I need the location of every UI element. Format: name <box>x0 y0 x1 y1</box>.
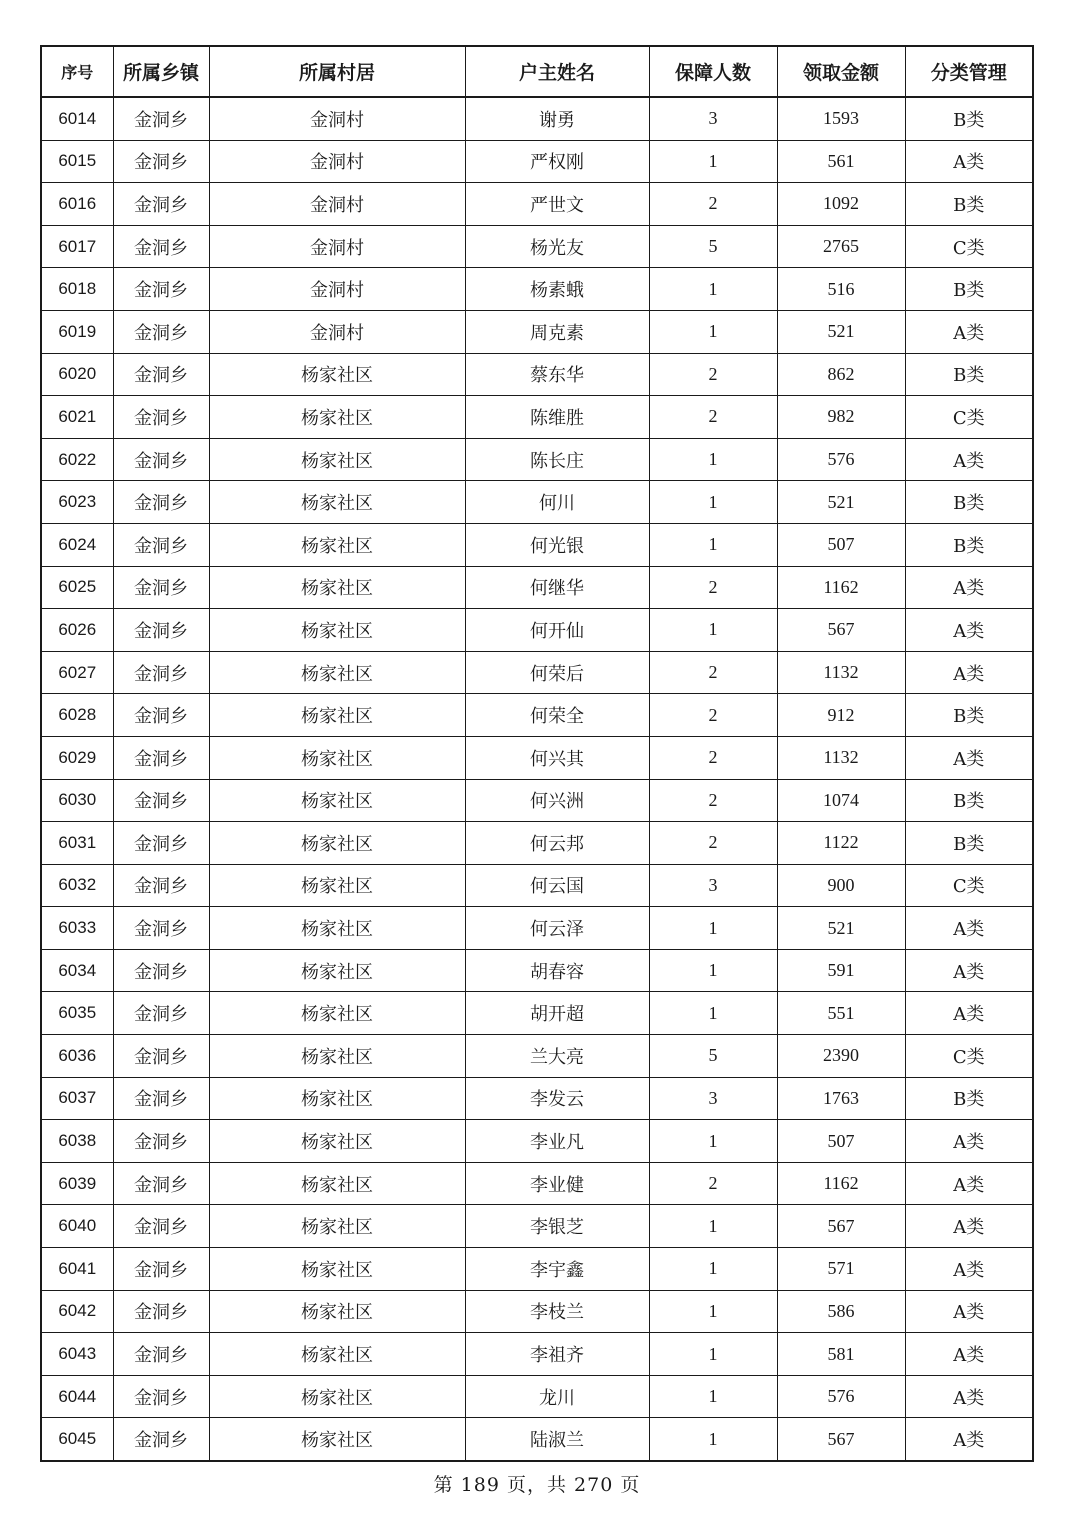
cell-covered-persons: 3 <box>649 1077 777 1120</box>
cell-serial-number: 6014 <box>41 97 113 140</box>
cell-householder-name: 何继华 <box>465 566 649 609</box>
cell-amount-received: 521 <box>777 481 905 524</box>
cell-amount-received: 567 <box>777 1205 905 1248</box>
table-row <box>41 822 1033 865</box>
cell-amount-received: 2765 <box>777 225 905 268</box>
cell-township: 金洞乡 <box>113 1205 209 1248</box>
table-row <box>41 864 1033 907</box>
cell-village: 金洞村 <box>209 225 465 268</box>
header-township: 所属乡镇 <box>113 46 209 97</box>
cell-township: 金洞乡 <box>113 310 209 353</box>
cell-householder-name: 李祖齐 <box>465 1333 649 1376</box>
cell-covered-persons: 2 <box>649 353 777 396</box>
table-row <box>41 694 1033 737</box>
cell-township: 金洞乡 <box>113 523 209 566</box>
cell-amount-received: 1593 <box>777 97 905 140</box>
cell-serial-number: 6031 <box>41 822 113 865</box>
cell-village: 金洞村 <box>209 97 465 140</box>
cell-serial-number: 6038 <box>41 1120 113 1163</box>
cell-township: 金洞乡 <box>113 183 209 226</box>
table-row <box>41 949 1033 992</box>
cell-amount-received: 1074 <box>777 779 905 822</box>
cell-classification: B类 <box>905 268 1033 311</box>
cell-householder-name: 何荣全 <box>465 694 649 737</box>
cell-village: 杨家社区 <box>209 1035 465 1078</box>
cell-serial-number: 6036 <box>41 1035 113 1078</box>
cell-amount-received: 1132 <box>777 651 905 694</box>
cell-covered-persons: 3 <box>649 97 777 140</box>
cell-township: 金洞乡 <box>113 225 209 268</box>
cell-amount-received: 576 <box>777 1375 905 1418</box>
cell-classification: B类 <box>905 183 1033 226</box>
cell-covered-persons: 1 <box>649 523 777 566</box>
table-row <box>41 907 1033 950</box>
cell-township: 金洞乡 <box>113 438 209 481</box>
cell-township: 金洞乡 <box>113 268 209 311</box>
cell-classification: A类 <box>905 1162 1033 1205</box>
cell-serial-number: 6024 <box>41 523 113 566</box>
cell-serial-number: 6023 <box>41 481 113 524</box>
table-row <box>41 1248 1033 1291</box>
cell-covered-persons: 2 <box>649 736 777 779</box>
cell-covered-persons: 2 <box>649 822 777 865</box>
cell-village: 杨家社区 <box>209 1248 465 1291</box>
cell-serial-number: 6035 <box>41 992 113 1035</box>
table-row <box>41 1077 1033 1120</box>
cell-covered-persons: 1 <box>649 1418 777 1461</box>
cell-township: 金洞乡 <box>113 609 209 652</box>
cell-township: 金洞乡 <box>113 353 209 396</box>
table-row <box>41 268 1033 311</box>
cell-amount-received: 912 <box>777 694 905 737</box>
cell-serial-number: 6022 <box>41 438 113 481</box>
cell-covered-persons: 1 <box>649 949 777 992</box>
table-header-row <box>41 46 1033 97</box>
cell-amount-received: 507 <box>777 1120 905 1163</box>
cell-covered-persons: 1 <box>649 1333 777 1376</box>
cell-township: 金洞乡 <box>113 396 209 439</box>
cell-amount-received: 982 <box>777 396 905 439</box>
cell-classification: A类 <box>905 1248 1033 1291</box>
cell-classification: C类 <box>905 396 1033 439</box>
cell-village: 杨家社区 <box>209 651 465 694</box>
cell-township: 金洞乡 <box>113 1290 209 1333</box>
cell-covered-persons: 2 <box>649 566 777 609</box>
cell-classification: B类 <box>905 822 1033 865</box>
cell-householder-name: 陆淑兰 <box>465 1418 649 1461</box>
table-body <box>41 97 1033 1461</box>
relief-roster-table <box>40 45 1034 1462</box>
cell-classification: A类 <box>905 438 1033 481</box>
cell-classification: A类 <box>905 1120 1033 1163</box>
cell-covered-persons: 1 <box>649 438 777 481</box>
table-row <box>41 566 1033 609</box>
cell-township: 金洞乡 <box>113 736 209 779</box>
cell-village: 杨家社区 <box>209 523 465 566</box>
cell-serial-number: 6026 <box>41 609 113 652</box>
cell-covered-persons: 1 <box>649 609 777 652</box>
cell-classification: B类 <box>905 523 1033 566</box>
cell-township: 金洞乡 <box>113 140 209 183</box>
cell-householder-name: 何云国 <box>465 864 649 907</box>
cell-serial-number: 6019 <box>41 310 113 353</box>
cell-township: 金洞乡 <box>113 864 209 907</box>
cell-covered-persons: 2 <box>649 651 777 694</box>
cell-amount-received: 1122 <box>777 822 905 865</box>
cell-classification: C类 <box>905 864 1033 907</box>
cell-classification: A类 <box>905 566 1033 609</box>
cell-village: 金洞村 <box>209 183 465 226</box>
table-row <box>41 1035 1033 1078</box>
cell-serial-number: 6034 <box>41 949 113 992</box>
cell-village: 杨家社区 <box>209 1205 465 1248</box>
table-row <box>41 481 1033 524</box>
cell-amount-received: 900 <box>777 864 905 907</box>
cell-householder-name: 李发云 <box>465 1077 649 1120</box>
cell-householder-name: 何荣后 <box>465 651 649 694</box>
table-row <box>41 310 1033 353</box>
cell-householder-name: 蔡东华 <box>465 353 649 396</box>
cell-classification: B类 <box>905 779 1033 822</box>
cell-village: 杨家社区 <box>209 438 465 481</box>
cell-householder-name: 李业凡 <box>465 1120 649 1163</box>
cell-householder-name: 何开仙 <box>465 609 649 652</box>
table-row <box>41 736 1033 779</box>
cell-classification: A类 <box>905 651 1033 694</box>
cell-covered-persons: 1 <box>649 1120 777 1163</box>
cell-householder-name: 何云邦 <box>465 822 649 865</box>
cell-village: 杨家社区 <box>209 396 465 439</box>
cell-householder-name: 陈长庄 <box>465 438 649 481</box>
cell-amount-received: 567 <box>777 1418 905 1461</box>
cell-township: 金洞乡 <box>113 1375 209 1418</box>
cell-covered-persons: 1 <box>649 1375 777 1418</box>
cell-township: 金洞乡 <box>113 1077 209 1120</box>
cell-township: 金洞乡 <box>113 1418 209 1461</box>
cell-village: 杨家社区 <box>209 1375 465 1418</box>
cell-village: 杨家社区 <box>209 353 465 396</box>
cell-householder-name: 杨素蛾 <box>465 268 649 311</box>
cell-householder-name: 何兴洲 <box>465 779 649 822</box>
cell-classification: B类 <box>905 1077 1033 1120</box>
cell-village: 杨家社区 <box>209 609 465 652</box>
table-row <box>41 1375 1033 1418</box>
cell-village: 杨家社区 <box>209 566 465 609</box>
cell-serial-number: 6029 <box>41 736 113 779</box>
cell-village: 杨家社区 <box>209 1333 465 1376</box>
cell-village: 杨家社区 <box>209 1290 465 1333</box>
table-row <box>41 438 1033 481</box>
table-row <box>41 651 1033 694</box>
cell-serial-number: 6032 <box>41 864 113 907</box>
cell-amount-received: 1132 <box>777 736 905 779</box>
cell-amount-received: 581 <box>777 1333 905 1376</box>
cell-covered-persons: 1 <box>649 481 777 524</box>
table-row <box>41 1120 1033 1163</box>
cell-classification: B类 <box>905 481 1033 524</box>
cell-covered-persons: 2 <box>649 183 777 226</box>
cell-township: 金洞乡 <box>113 566 209 609</box>
cell-householder-name: 胡春容 <box>465 949 649 992</box>
cell-serial-number: 6021 <box>41 396 113 439</box>
cell-classification: A类 <box>905 1418 1033 1461</box>
cell-serial-number: 6040 <box>41 1205 113 1248</box>
cell-village: 杨家社区 <box>209 694 465 737</box>
cell-householder-name: 陈维胜 <box>465 396 649 439</box>
cell-serial-number: 6020 <box>41 353 113 396</box>
cell-village: 金洞村 <box>209 140 465 183</box>
cell-classification: B类 <box>905 97 1033 140</box>
cell-amount-received: 586 <box>777 1290 905 1333</box>
cell-village: 杨家社区 <box>209 949 465 992</box>
cell-village: 金洞村 <box>209 310 465 353</box>
cell-householder-name: 李宇鑫 <box>465 1248 649 1291</box>
table-row <box>41 97 1033 140</box>
cell-householder-name: 兰大亮 <box>465 1035 649 1078</box>
table-row <box>41 225 1033 268</box>
table-row <box>41 1162 1033 1205</box>
cell-classification: A类 <box>905 736 1033 779</box>
cell-classification: A类 <box>905 1205 1033 1248</box>
cell-village: 杨家社区 <box>209 779 465 822</box>
cell-amount-received: 521 <box>777 310 905 353</box>
cell-amount-received: 862 <box>777 353 905 396</box>
cell-householder-name: 严权刚 <box>465 140 649 183</box>
cell-township: 金洞乡 <box>113 651 209 694</box>
cell-covered-persons: 2 <box>649 396 777 439</box>
cell-amount-received: 561 <box>777 140 905 183</box>
cell-serial-number: 6015 <box>41 140 113 183</box>
cell-village: 杨家社区 <box>209 992 465 1035</box>
header-serial-number: 序号 <box>41 46 113 97</box>
cell-amount-received: 567 <box>777 609 905 652</box>
cell-amount-received: 591 <box>777 949 905 992</box>
cell-serial-number: 6043 <box>41 1333 113 1376</box>
cell-amount-received: 576 <box>777 438 905 481</box>
cell-classification: B类 <box>905 353 1033 396</box>
cell-covered-persons: 5 <box>649 1035 777 1078</box>
cell-householder-name: 严世文 <box>465 183 649 226</box>
cell-amount-received: 507 <box>777 523 905 566</box>
cell-householder-name: 何川 <box>465 481 649 524</box>
cell-amount-received: 516 <box>777 268 905 311</box>
cell-serial-number: 6041 <box>41 1248 113 1291</box>
cell-covered-persons: 1 <box>649 1290 777 1333</box>
cell-covered-persons: 1 <box>649 992 777 1035</box>
cell-village: 杨家社区 <box>209 864 465 907</box>
cell-classification: A类 <box>905 949 1033 992</box>
header-amount-received: 领取金额 <box>777 46 905 97</box>
cell-serial-number: 6017 <box>41 225 113 268</box>
cell-serial-number: 6016 <box>41 183 113 226</box>
header-covered-persons: 保障人数 <box>649 46 777 97</box>
cell-covered-persons: 2 <box>649 1162 777 1205</box>
cell-serial-number: 6042 <box>41 1290 113 1333</box>
cell-classification: A类 <box>905 310 1033 353</box>
cell-amount-received: 521 <box>777 907 905 950</box>
cell-township: 金洞乡 <box>113 1333 209 1376</box>
cell-covered-persons: 1 <box>649 1205 777 1248</box>
cell-householder-name: 谢勇 <box>465 97 649 140</box>
cell-serial-number: 6030 <box>41 779 113 822</box>
table-row <box>41 992 1033 1035</box>
cell-classification: C类 <box>905 225 1033 268</box>
table-row <box>41 1418 1033 1461</box>
cell-classification: A类 <box>905 992 1033 1035</box>
cell-covered-persons: 1 <box>649 310 777 353</box>
cell-classification: A类 <box>905 1333 1033 1376</box>
cell-township: 金洞乡 <box>113 992 209 1035</box>
cell-township: 金洞乡 <box>113 481 209 524</box>
cell-householder-name: 周克素 <box>465 310 649 353</box>
cell-serial-number: 6045 <box>41 1418 113 1461</box>
cell-village: 杨家社区 <box>209 822 465 865</box>
cell-village: 杨家社区 <box>209 1162 465 1205</box>
cell-householder-name: 胡开超 <box>465 992 649 1035</box>
header-householder-name: 户主姓名 <box>465 46 649 97</box>
cell-village: 杨家社区 <box>209 907 465 950</box>
cell-householder-name: 杨光友 <box>465 225 649 268</box>
cell-village: 杨家社区 <box>209 1077 465 1120</box>
cell-village: 杨家社区 <box>209 736 465 779</box>
cell-serial-number: 6037 <box>41 1077 113 1120</box>
cell-township: 金洞乡 <box>113 97 209 140</box>
cell-township: 金洞乡 <box>113 779 209 822</box>
cell-classification: A类 <box>905 140 1033 183</box>
page-number-footer: 第 189 页，共 270 页 <box>433 1474 641 1496</box>
cell-classification: A类 <box>905 1375 1033 1418</box>
cell-township: 金洞乡 <box>113 822 209 865</box>
cell-covered-persons: 1 <box>649 907 777 950</box>
table-row <box>41 779 1033 822</box>
table-row <box>41 396 1033 439</box>
cell-township: 金洞乡 <box>113 1248 209 1291</box>
cell-serial-number: 6033 <box>41 907 113 950</box>
table-row <box>41 1333 1033 1376</box>
table-row <box>41 140 1033 183</box>
cell-covered-persons: 2 <box>649 694 777 737</box>
cell-classification: B类 <box>905 694 1033 737</box>
cell-serial-number: 6027 <box>41 651 113 694</box>
cell-serial-number: 6039 <box>41 1162 113 1205</box>
cell-township: 金洞乡 <box>113 949 209 992</box>
cell-classification: C类 <box>905 1035 1033 1078</box>
cell-amount-received: 2390 <box>777 1035 905 1078</box>
cell-householder-name: 李银芝 <box>465 1205 649 1248</box>
cell-village: 杨家社区 <box>209 1418 465 1461</box>
table-row <box>41 353 1033 396</box>
cell-amount-received: 1763 <box>777 1077 905 1120</box>
cell-serial-number: 6018 <box>41 268 113 311</box>
cell-village: 杨家社区 <box>209 481 465 524</box>
cell-householder-name: 何光银 <box>465 523 649 566</box>
cell-householder-name: 李枝兰 <box>465 1290 649 1333</box>
cell-amount-received: 571 <box>777 1248 905 1291</box>
cell-amount-received: 551 <box>777 992 905 1035</box>
cell-covered-persons: 2 <box>649 779 777 822</box>
cell-covered-persons: 5 <box>649 225 777 268</box>
header-classification: 分类管理 <box>905 46 1033 97</box>
cell-amount-received: 1092 <box>777 183 905 226</box>
cell-township: 金洞乡 <box>113 907 209 950</box>
table-row <box>41 183 1033 226</box>
cell-township: 金洞乡 <box>113 694 209 737</box>
cell-serial-number: 6028 <box>41 694 113 737</box>
table-row <box>41 523 1033 566</box>
cell-covered-persons: 1 <box>649 140 777 183</box>
cell-village: 杨家社区 <box>209 1120 465 1163</box>
cell-township: 金洞乡 <box>113 1120 209 1163</box>
cell-classification: A类 <box>905 1290 1033 1333</box>
cell-amount-received: 1162 <box>777 566 905 609</box>
cell-covered-persons: 3 <box>649 864 777 907</box>
table-row <box>41 1290 1033 1333</box>
cell-serial-number: 6044 <box>41 1375 113 1418</box>
header-village: 所属村居 <box>209 46 465 97</box>
cell-covered-persons: 1 <box>649 268 777 311</box>
cell-householder-name: 何云泽 <box>465 907 649 950</box>
cell-classification: A类 <box>905 609 1033 652</box>
cell-householder-name: 李业健 <box>465 1162 649 1205</box>
cell-serial-number: 6025 <box>41 566 113 609</box>
cell-householder-name: 何兴其 <box>465 736 649 779</box>
cell-amount-received: 1162 <box>777 1162 905 1205</box>
cell-householder-name: 龙川 <box>465 1375 649 1418</box>
cell-township: 金洞乡 <box>113 1162 209 1205</box>
cell-covered-persons: 1 <box>649 1248 777 1291</box>
table-row <box>41 1205 1033 1248</box>
cell-township: 金洞乡 <box>113 1035 209 1078</box>
cell-classification: A类 <box>905 907 1033 950</box>
cell-village: 金洞村 <box>209 268 465 311</box>
table-row <box>41 609 1033 652</box>
